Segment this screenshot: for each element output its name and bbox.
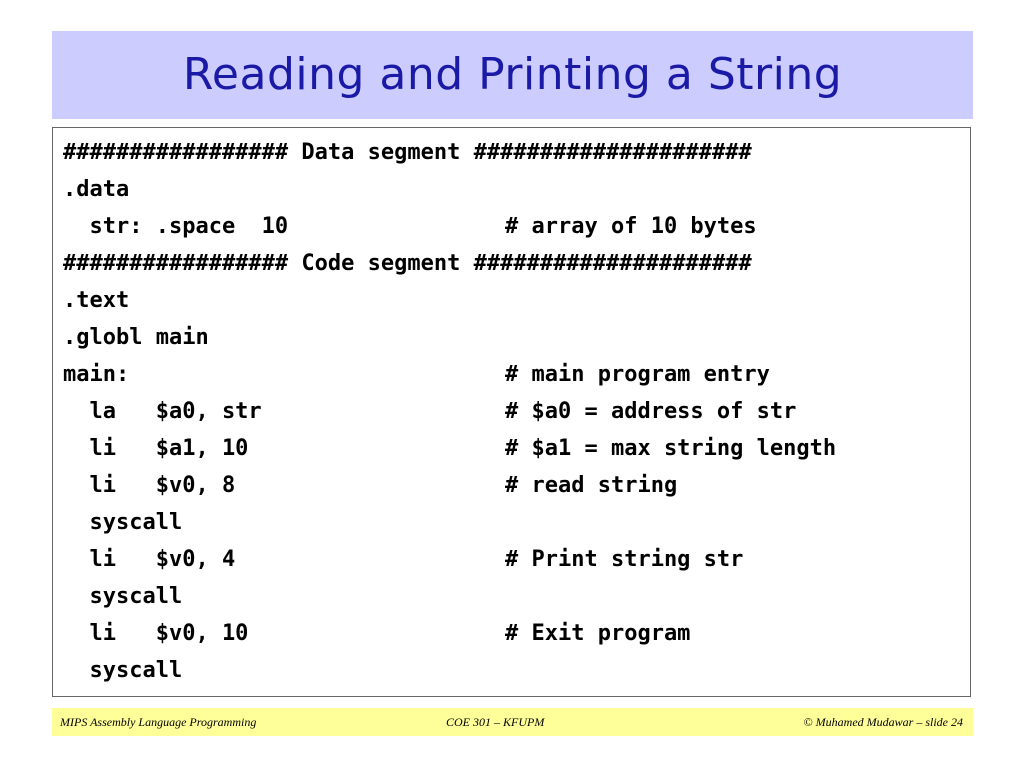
code-text: str: .space 10 — [63, 214, 289, 239]
code-text: ################# Data segment ##################### — [63, 140, 752, 165]
code-text: .data — [63, 177, 130, 202]
code-text: ################# Code segment ##################### — [63, 251, 752, 276]
code-line-5 — [63, 282, 130, 319]
code-line-3 — [63, 208, 757, 245]
code-text: li $v0, 8 — [63, 473, 236, 498]
code-block — [52, 127, 971, 697]
code-line-14 — [63, 615, 691, 652]
code-line-2 — [63, 171, 130, 208]
slide-title-bar — [52, 31, 973, 119]
code-line-10 — [63, 467, 678, 504]
slide-footer — [52, 708, 973, 736]
slide-title: Reading and Printing a String — [182, 49, 843, 100]
code-line-15 — [63, 652, 183, 689]
code-line-4 — [63, 245, 752, 282]
code-text: syscall — [63, 510, 183, 535]
footer-author-slide: © Muhamed Mudawar – slide 24 — [803, 715, 963, 729]
code-text: .globl main — [63, 325, 209, 350]
code-line-9 — [63, 430, 837, 467]
code-comment: # Print string str — [505, 547, 744, 572]
footer-course-name: MIPS Assembly Language Programming — [60, 715, 257, 729]
code-comment: # $a0 = address of str — [505, 399, 797, 424]
code-text: li $v0, 10 — [63, 621, 249, 646]
code-text: syscall — [63, 584, 183, 609]
code-line-11 — [63, 504, 183, 541]
code-line-8 — [63, 393, 797, 430]
code-comment: # $a1 = max string length — [505, 436, 837, 461]
code-text: li $v0, 4 — [63, 547, 236, 572]
code-line-6 — [63, 319, 209, 356]
code-comment: # read string — [505, 473, 678, 498]
code-text: syscall — [63, 658, 183, 683]
code-text: la $a0, str — [63, 399, 262, 424]
code-line-1 — [63, 134, 752, 171]
code-comment: # main program entry — [505, 362, 770, 387]
code-comment: # array of 10 bytes — [505, 214, 757, 239]
code-text: main: — [63, 362, 130, 387]
code-text: li $a1, 10 — [63, 436, 249, 461]
code-comment: # Exit program — [505, 621, 691, 646]
code-line-7 — [63, 356, 770, 393]
code-line-12 — [63, 541, 744, 578]
code-line-13 — [63, 578, 183, 615]
footer-course-code: COE 301 – KFUPM — [446, 715, 545, 729]
code-text: .text — [63, 288, 130, 313]
